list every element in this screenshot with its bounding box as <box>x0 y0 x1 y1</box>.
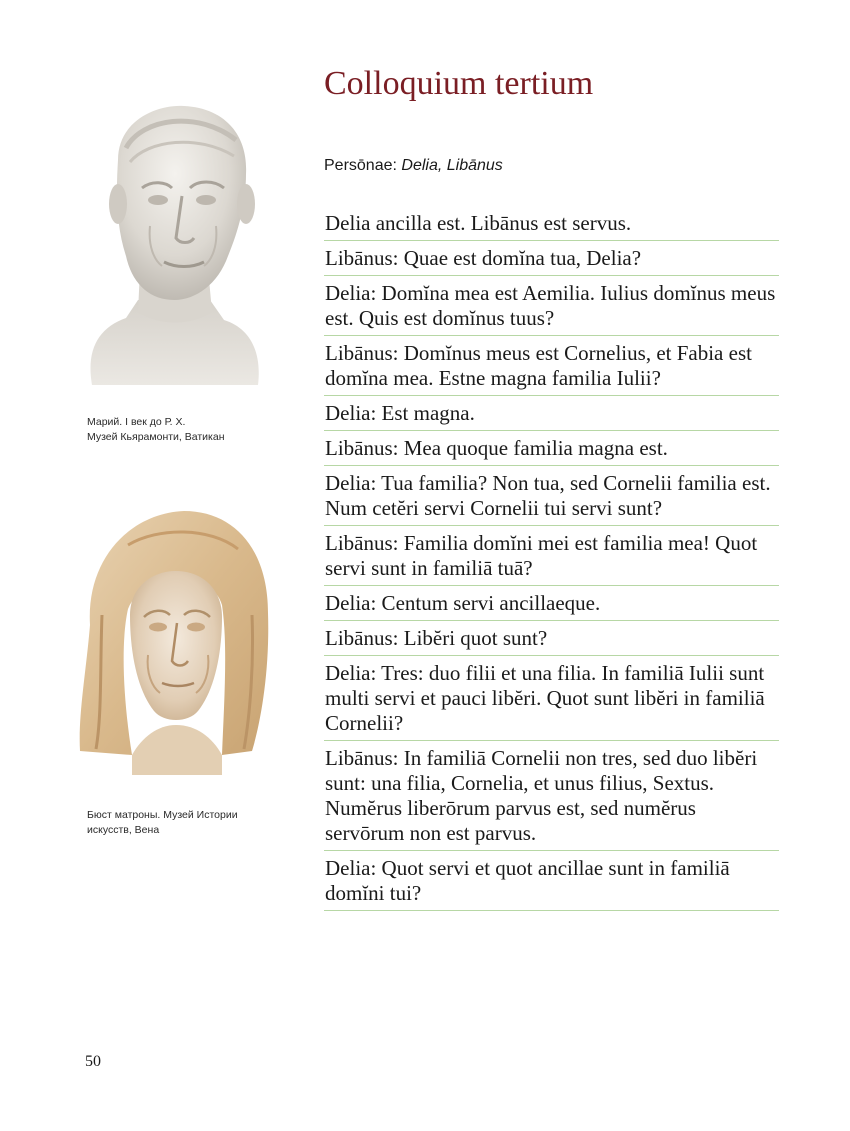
dialogue-line: Delia: Tres: duo filii et una filia. In familiā Iulii sunt multi servi et pauci libĕri. Quot sunt libĕri in familiā Cornelii? <box>324 656 779 741</box>
dialogue-line: Libānus: Mea quoque familia magna est. <box>324 431 779 466</box>
dialogue-line: Libānus: Libĕri quot sunt? <box>324 621 779 656</box>
dialogue-line: Delia: Domĭna mea est Aemilia. Iulius domĭnus meus est. Quis est domĭnus tuus? <box>324 276 779 336</box>
marius-caption <box>87 415 287 445</box>
matron-bust-image <box>72 505 278 780</box>
dialogue-line: Libānus: In familiā Cornelii non tres, sed duo libĕri sunt: una filia, Cornelia, et unus filius, Sextus. Numĕrus liberōrum parvus est, sed numĕrus servōrum non est parvus. <box>324 741 779 851</box>
dialogue-line: Delia: Est magna. <box>324 396 779 431</box>
dialogue-line: Delia: Quot servi et quot ancillae sunt in familiā domĭni tui? <box>324 851 779 911</box>
dialogue-line: Delia: Tua familia? Non tua, sed Cornelii familia est. Num cetĕri servi Cornelii tui servi sunt? <box>324 466 779 526</box>
matron-caption-line2: искусств, Вена <box>87 824 160 836</box>
personae-names: Delia, Libānus <box>401 157 503 174</box>
matron-caption-line1: Бюст матроны. Музей Истории <box>87 809 238 821</box>
marius-bust-image <box>78 100 270 390</box>
dialogue-line: Delia ancilla est. Libānus est servus. <box>324 206 779 241</box>
matron-caption <box>87 808 277 838</box>
dialogue-line: Libānus: Quae est domĭna tua, Delia? <box>324 241 779 276</box>
marius-caption-line2: Музей Кьярамонти, Ватикан <box>87 431 225 443</box>
dialogue-line: Delia: Centum servi ancillaeque. <box>324 586 779 621</box>
page-number: 50 <box>85 1053 101 1070</box>
chapter-title: Colloquium tertium <box>324 65 594 102</box>
dialogue-line: Libānus: Domĭnus meus est Cornelius, et Fabia est domĭna mea. Estne magna familia Iulii? <box>324 336 779 396</box>
dialogue-line: Libānus: Familia domĭni mei est familia mea! Quot servi sunt in familiā tuā? <box>324 526 779 586</box>
personae-label: Persōnae: <box>324 157 397 174</box>
dialogue-list <box>324 206 779 911</box>
marius-caption-line1: Марий. I век до Р. Х. <box>87 416 186 428</box>
personae-line <box>324 155 503 177</box>
